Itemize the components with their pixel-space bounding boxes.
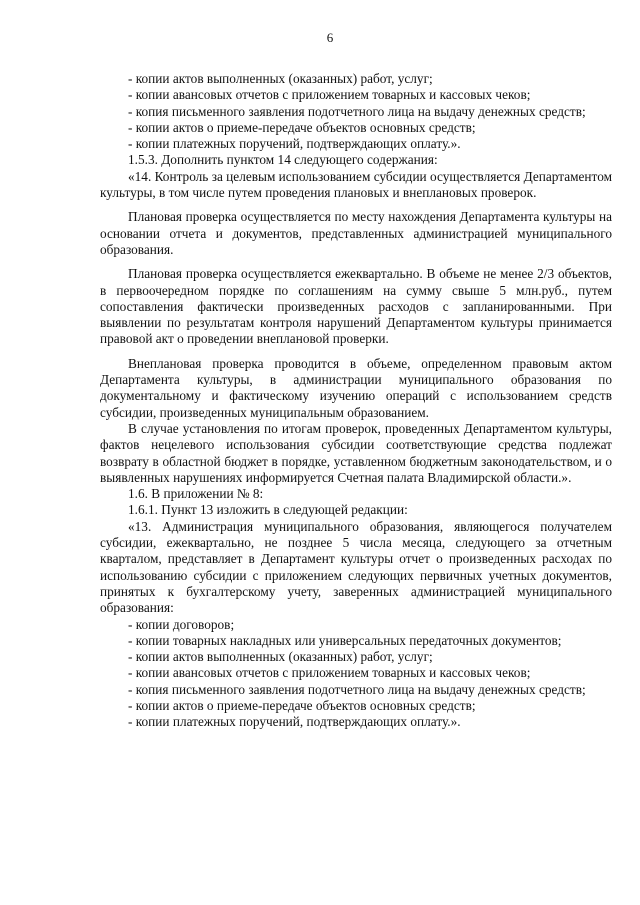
paragraph: Внеплановая проверка проводится в объеме, определенном правовым актом Департамента культуры, в администрации муниципального образования по документальному и фактическому изучению операций с использованием средств субсидии, произведенных муниципальным образованием. — [100, 355, 612, 420]
paragraph: - копии платежных поручений, подтверждающих оплату.». — [128, 136, 461, 152]
paragraph: Плановая проверка осуществляется ежеквартально. В объеме не менее 2/3 объектов, в первоочередном порядке по соглашениям на сумму свыше 5 млн.руб., путем сопоставления фактически произведенных расходов с запланированными. При выявлении по результатам контроля нарушений Департаментом культуры принимается правовой акт о проведении внеплановой проверки. — [100, 266, 612, 347]
paragraph: - копия письменного заявления подотчетного лица на выдачу денежных средств; — [128, 103, 586, 119]
paragraph: 1.6. В приложении № 8: — [128, 486, 264, 502]
paragraph: - копии авансовых отчетов с приложением товарных и кассовых чеков; — [128, 87, 531, 103]
paragraph: - копии актов о приеме-передаче объектов основных средств; — [128, 697, 476, 713]
paragraph: - копии актов выполненных (оказанных) работ, услуг; — [128, 71, 433, 86]
paragraph: «13. Администрация муниципального образования, являющегося получателем субсидии, ежеквартально, не позднее 5 числа месяца, следующего за отчетным кварталом, представляет в Департамент культуры отчет о произведенных расходах по использованию субсидии с приложением следующих первичных учетных документов, принятых к бухгалтерскому учету, заверенных администрацией муниципального образования: — [100, 518, 612, 616]
paragraph: - копии договоров; — [128, 616, 235, 632]
paragraph: 1.6.1. Пункт 13 изложить в следующей редакции: — [128, 502, 408, 518]
paragraph: - копии товарных накладных или универсальных передаточных документов; — [128, 632, 562, 648]
paragraph: - копии актов о приеме-передаче объектов основных средств; — [128, 119, 476, 135]
paragraph: Плановая проверка осуществляется по месту нахождения Департамента культуры на основании отчета и документов, представленных администрацией муниципального образования. — [100, 209, 612, 257]
paragraph: - копии актов выполненных (оказанных) работ, услуг; — [128, 649, 433, 665]
paragraph: - копия письменного заявления подотчетного лица на выдачу денежных средств; — [128, 681, 586, 697]
paragraph: - копии платежных поручений, подтверждающих оплату.». — [128, 714, 461, 730]
paragraph: - копии авансовых отчетов с приложением товарных и кассовых чеков; — [128, 665, 531, 681]
page-number: 6 — [326, 30, 334, 45]
paragraph: 1.5.3. Дополнить пунктом 14 следующего содержания: — [128, 152, 438, 168]
paragraph: В случае установления по итогам проверок, проведенных Департаментом культуры, фактов нецелевого использования субсидии соответствующие средства подлежат возврату в областной бюджет в порядке, уставленном бюджетным законодательством, и о выявленных нарушениях информируется Счетная палата Владимирской области.». — [100, 420, 612, 485]
paragraph: «14. Контроль за целевым использованием субсидии осуществляется Департаментом культуры, в том числе путем проведения плановых и внеплановых проверок. — [100, 168, 612, 201]
document-body — [100, 30, 612, 731]
